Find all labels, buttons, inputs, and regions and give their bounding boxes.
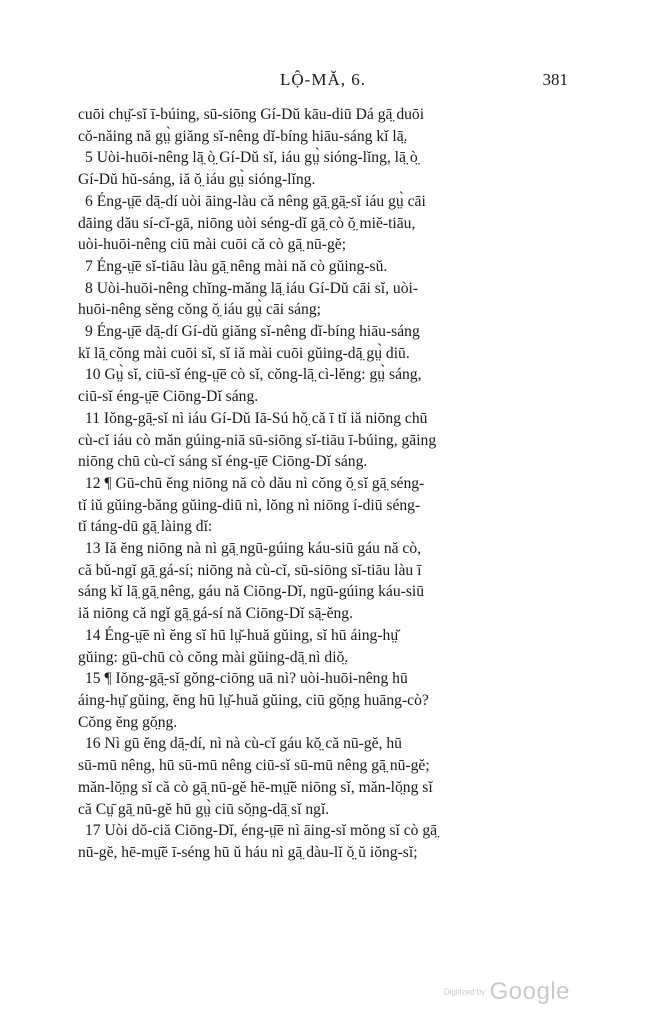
text-line: iă niōng că ngĭ gā̤ gá-sí nă Ciōng-Dĭ sā̤-ĕng. (78, 605, 353, 623)
text-line: 10 Gṳ̀ sĭ, ciū-sĭ éng-ṳ̄ē cò sĭ, cŏng-lā̤ cì-lĕng: gṳ̀ sáng, (85, 366, 422, 384)
verse-9 (78, 321, 570, 364)
text-line: niōng chū cù-cĭ sáng sĭ éng-ṳ̄ē Ciōng-Dĭ sáng. (78, 453, 368, 471)
text-line: cù-cĭ iáu cò măn gúing-niā sū-siōng sĭ-tiāu ī-búing, gāing (78, 431, 437, 449)
verse-17 (78, 820, 570, 863)
text-line: cuōi chṳ̆-sĭ ī-búing, sū-siōng Gí-Dŭ kāu-diū Dá gā̤ duōi (78, 106, 425, 123)
text-line: áing-hṳ̆ gŭing, ĕng hū lṳ̆-huă gŭing, ciū gŏ̤ng huāng-cò? (78, 691, 429, 709)
verse-5 (78, 147, 570, 190)
text-line: 17 Uòi dŏ-ciă Ciōng-Dĭ, éng-ṳ̄ē nì āing-sĭ mŏng sĭ cò gā̤ (85, 822, 438, 840)
text-line: 11 Iŏng-gā̤-sĭ nì iáu Gí-Dŭ Iā-Sú hŏ̤ că ī tĭ iă niōng chū (85, 409, 428, 427)
watermark-prefix: Digitized by (443, 987, 486, 997)
text-line: măn-lŏ̤ng sĭ că cò gā̤ nū-gĕ hē-mṳ̄ĕ niōng sĭ, măn-lŏ̤ng sĭ (78, 778, 433, 796)
verse-8 (78, 278, 570, 321)
digitized-by-google-watermark (444, 978, 570, 1006)
text-line: că bŭ-ngĭ gā̤ gá-sí; niōng nà cù-cĭ, sū-siōng sĭ-tiāu làu ī (78, 561, 422, 579)
text-line: 7 Éng-ṳ̄ē sĭ-tiāu làu gā̤ nêng mài nă cò gŭing-sŭ. (85, 257, 388, 275)
text-line: huōi-nêng sĕng cŏng ŏ̤ iáu gṳ̀ cāi sáng; (78, 301, 321, 319)
text-line: 9 Éng-ṳ̄ē dā̤-dí Gí-dŭ giăng sĭ-nêng dĭ-bíng hiāu-sáng (85, 323, 420, 341)
text-line: kĭ lā̤ cŏng mài cuōi sĭ, sĭ iă mài cuōi gŭing-dā̤ gṳ̀ diū. (78, 344, 410, 362)
text-line: Gí-Dŭ hŭ-sáng, iă ŏ̤ iáu gṳ̀ sióng-lĭng. (78, 171, 316, 189)
text-line: 12 ¶ Gū-chū ĕng niōng nă cò dău nì cŏng ŏ̤ sĭ gā̤ séng- (85, 474, 425, 492)
text-line: 14 Éng-ṳ̄ē nì ĕng sĭ hū lṳ̆-huă gŭing, sĭ hū áing-hṳ̆ (85, 626, 399, 644)
text-line: nū-gĕ, hē-mṳ̄ĕ ī-séng hū ŭ háu nì gā̤ dàu-lĭ ŏ̤ ŭ iŏng-sĭ; (78, 843, 418, 861)
text-line: ciū-sĭ éng-ṳ̄ē Ciōng-Dĭ sáng. (78, 388, 259, 406)
text-line: gŭing: gū-chū cò cŏng mài gŭing-dā̤ nì diŏ̤. (78, 648, 349, 666)
text-line: tĭ táng-dū gā̤ làing dĭ: (78, 518, 213, 536)
verse-10 (78, 364, 570, 407)
body-text (78, 104, 570, 864)
text-line: Cŏng ĕng gŏ̤ng. (78, 713, 178, 731)
verse-6 (78, 191, 570, 256)
verse-7 (78, 256, 570, 278)
page-number: 381 (542, 70, 568, 89)
text-line: 5 Uòi-huōi-nêng lā̤ ò̤ Gí-Dŭ sĭ, iáu gṳ̀ sióng-lĭng, lā̤ ò̤ (85, 149, 418, 167)
text-line: dāing dău sí-cĭ-gā, niōng uòi séng-dĭ gā̤ cò ŏ̤ miĕ-tiāu, (78, 214, 416, 232)
verse-14 (78, 625, 570, 668)
verse-15 (78, 668, 570, 733)
text-line: cŏ-năing nă gṳ̀ giăng sĭ-nêng dĭ-bíng hiāu-sáng kĭ lā̤. (78, 127, 408, 145)
page-header (78, 70, 568, 94)
paragraph-continuation (78, 104, 570, 147)
text-line: 13 Iă ĕng niōng nà nì gā̤ ngū-gúing káu-siū gáu nă cò, (85, 540, 422, 558)
verse-11 (78, 408, 570, 473)
text-line: că Cṳ̄ gā̤ nū-gĕ hū gṳ̀ ciū sŏ̤ng-dā̤ sĭ ngĭ. (78, 800, 330, 818)
text-line: 6 Éng-ṳ̄ē dā̤-dí uòi āing-làu că nêng gā̤ gā̤-sĭ iáu gṳ̀ cāi (85, 192, 426, 210)
text-line: uòi-huōi-nêng ciū mài cuōi că cò gā̤ nū-gĕ; (78, 236, 347, 254)
text-line: 15 ¶ Iŏng-gā̤-sĭ gŏng-ciōng uā nì? uòi-huōi-nêng hū (85, 670, 408, 688)
running-title: LỘ-MĂ, 6. (280, 70, 366, 89)
verse-13 (78, 538, 570, 625)
verse-12 (78, 473, 570, 538)
verse-16 (78, 733, 570, 820)
text-line: 16 Nì gū ĕng dā̤-dí, nì nà cù-cĭ gáu kŏ̤ că nū-gĕ, hū (85, 735, 402, 753)
text-line: sáng kĭ lā̤ gā̤ nêng, gáu nă Ciōng-Dĭ, ngū-gúing káu-siū (78, 583, 425, 601)
google-logo: Google (489, 978, 570, 1005)
text-line: 8 Uòi-huōi-nêng chĭng-măng lā̤ iáu Gí-Dŭ cāi sĭ, uòi- (85, 279, 419, 297)
text-line: sū-mū nêng, hū sū-mū nêng ciū-sĭ sū-mū nêng gā̤ nū-gĕ; (78, 757, 430, 775)
text-line: tĭ iŭ gŭing-băng gŭing-diū nì, lŏng nì niōng í-diū séng- (78, 496, 421, 514)
